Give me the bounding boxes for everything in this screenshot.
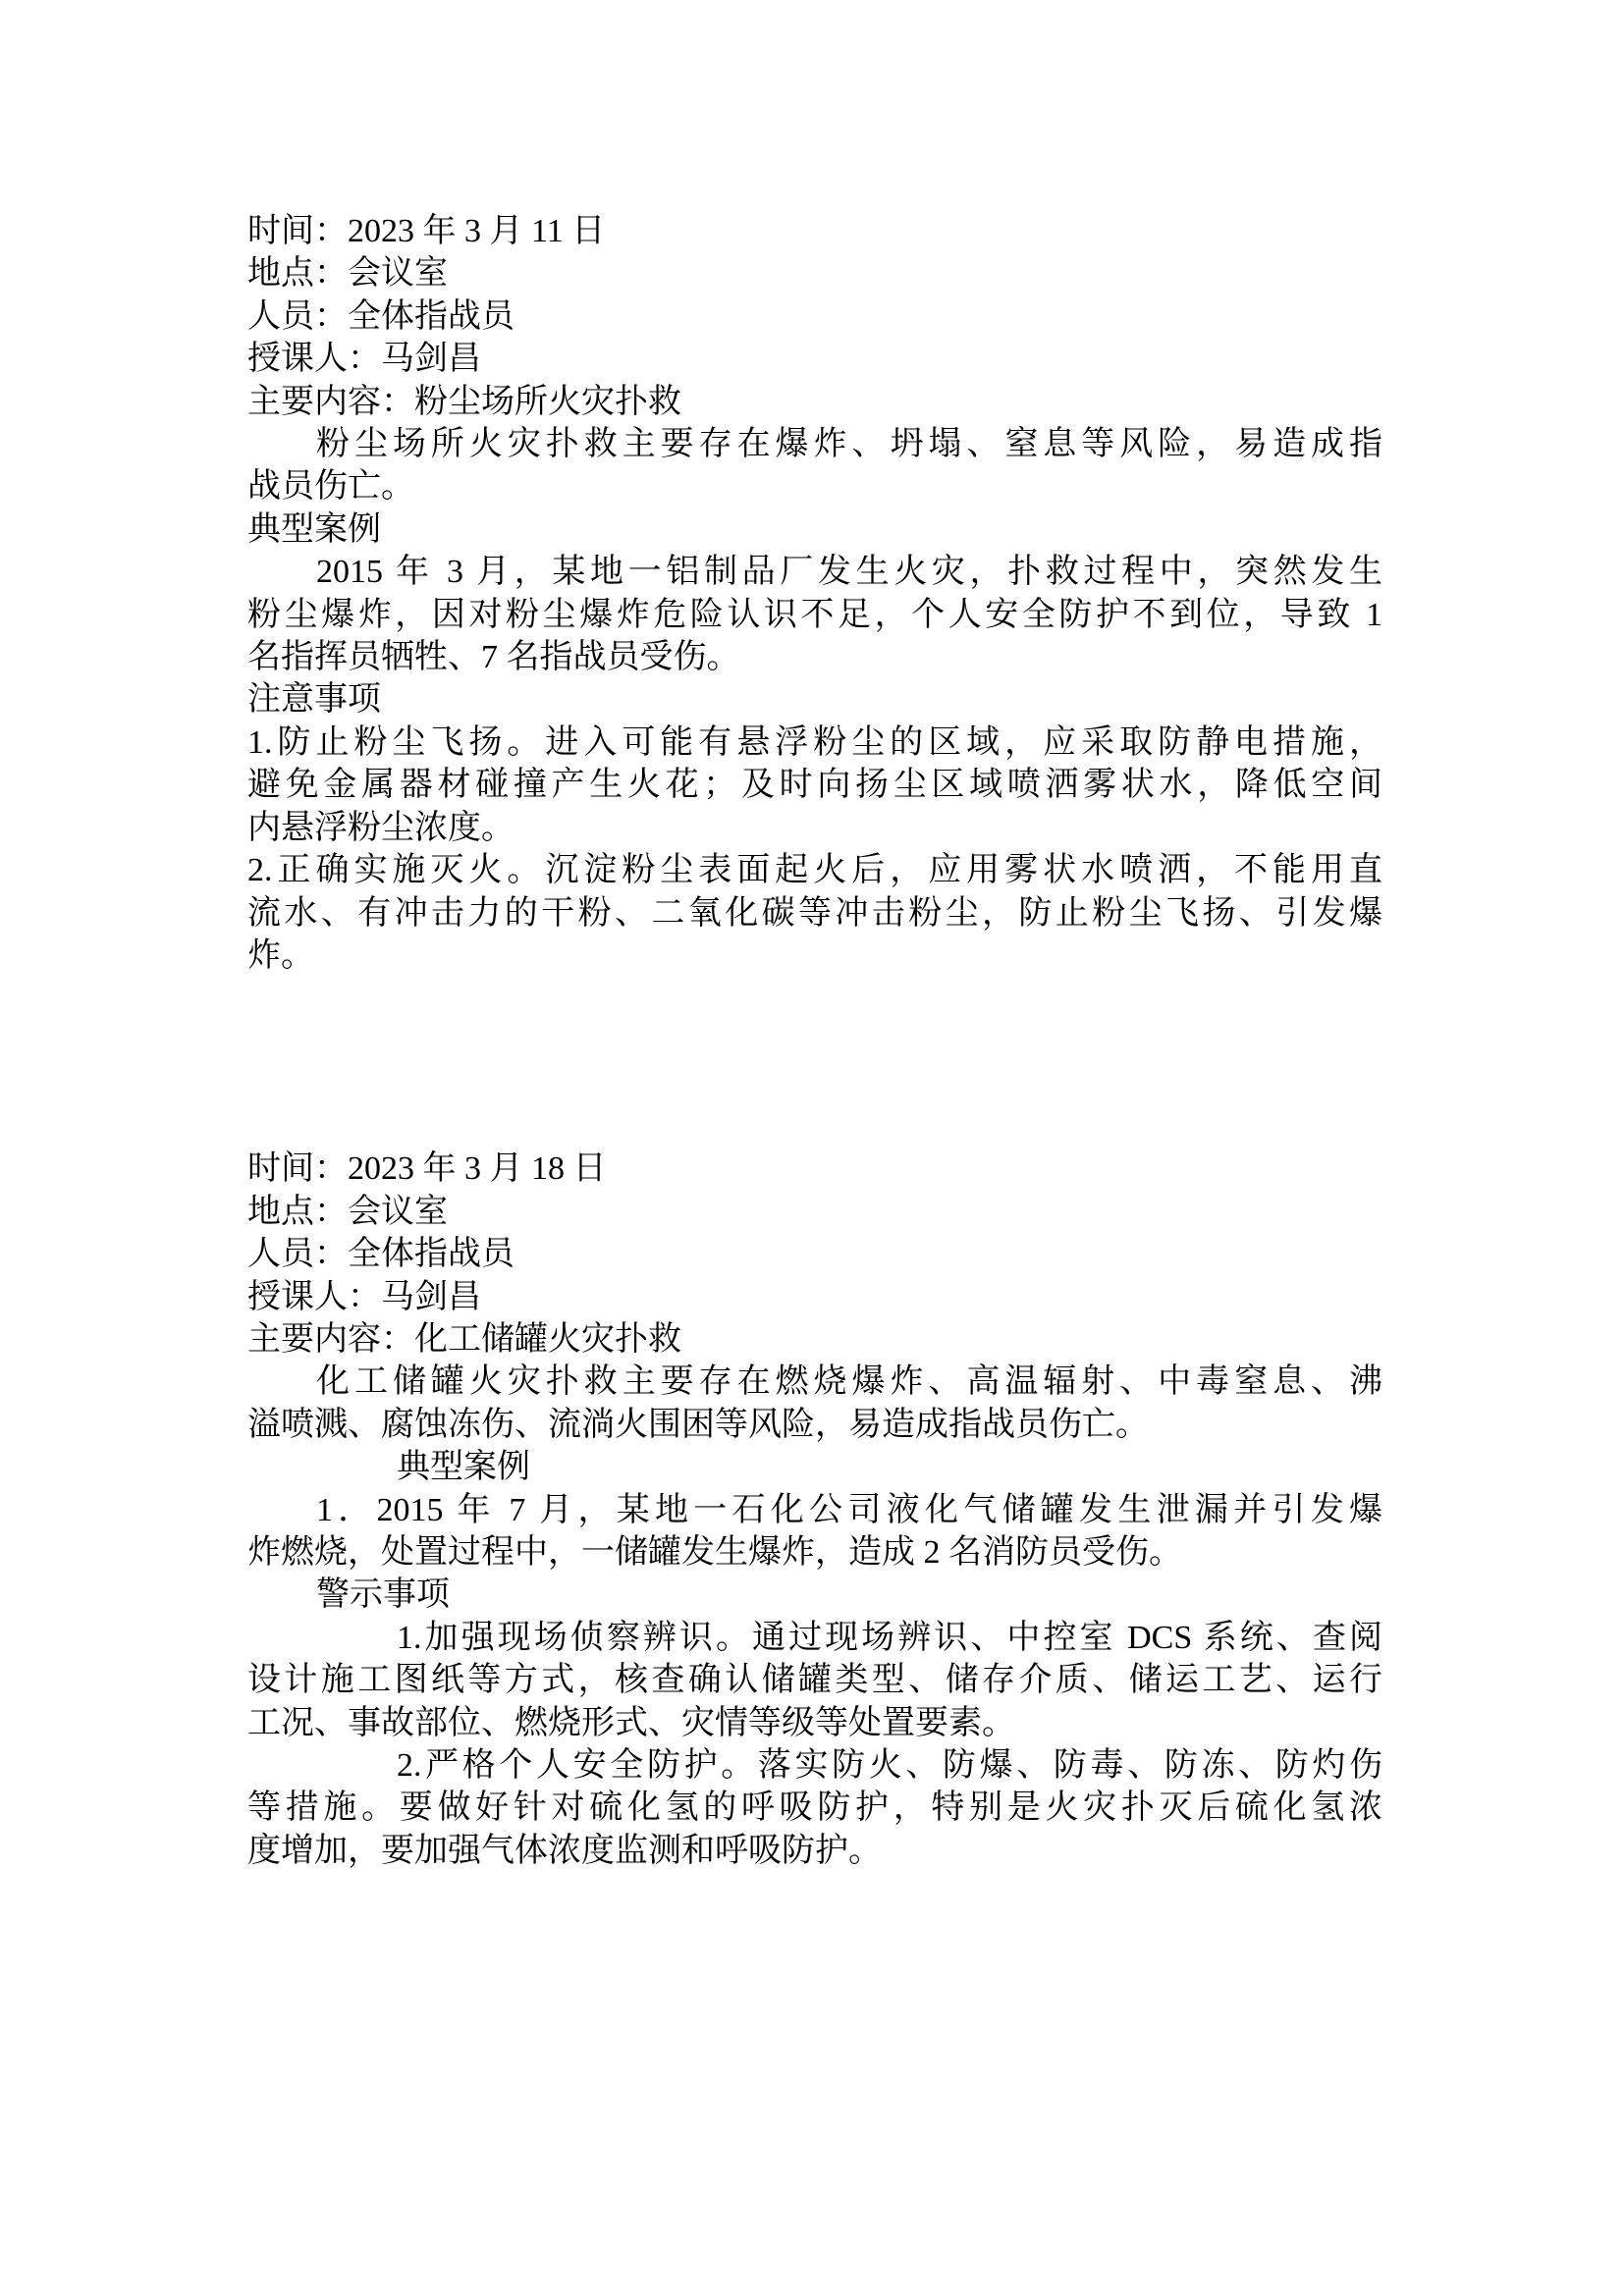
session-2: [247, 1148, 1382, 1872]
session2-intro-line: 溢喷溅、腐蚀冻伤、流淌火围困等风险，易造成指战员伤亡。: [247, 1406, 1149, 1443]
session1-case-line: 粉尘爆炸，因对粉尘爆炸危险认识不足，个人安全防护不到位，导致 1: [247, 596, 1382, 633]
session2-line-instructor: 授课人：马剑昌: [247, 1278, 481, 1315]
section-gap: [247, 977, 1382, 1148]
session1-line-location: 地点：会议室: [247, 255, 448, 293]
session1-case-line: 2015 年 3 月，某地一铝制品厂发生火灾，扑救过程中，突然发生: [316, 554, 1382, 591]
session2-warning2-line: 2.严格个人安全防护。落实防火、防爆、防毒、防冻、防灼伤: [397, 1747, 1382, 1784]
session1-note2-line: 流水、有冲击力的干粉、二氧化碳等冲击粉尘，防止粉尘飞扬、引发爆: [247, 894, 1382, 932]
session2-heading-warnings: 警示事项: [316, 1576, 450, 1614]
session1-intro-line: 粉尘场所火灾扑救主要存在爆炸、坍塌、窒息等风险，易造成指: [316, 426, 1382, 463]
session1-note1-line: 1.防止粉尘飞扬。进入可能有悬浮粉尘的区域，应采取防静电措施，: [247, 723, 1382, 761]
session1-line-topic: 主要内容：粉尘场所火灾扑救: [247, 383, 681, 420]
session2-warning2-line: 度增加，要加强气体浓度监测和呼吸防护。: [247, 1832, 882, 1869]
session1-note1-line: 避免金属器材碰撞产生火花；及时向扬尘区域喷洒雾状水，降低空间: [247, 767, 1382, 804]
session1-case-line: 名指挥员牺牲、7 名指战员受伤。: [247, 639, 740, 676]
session1-line-instructor: 授课人：马剑昌: [247, 341, 481, 378]
session1-note2-line: 炸。: [247, 936, 314, 974]
session1-heading-typical-case: 典型案例: [247, 510, 381, 548]
session1-line-personnel: 人员：全体指战员: [247, 297, 514, 335]
session2-warning1-line: 设计施工图纸等方式，核查确认储罐类型、储存介质、储运工艺、运行: [247, 1662, 1382, 1699]
session2-line-personnel: 人员：全体指战员: [247, 1236, 514, 1273]
session1-note2-line: 2.正确实施灭火。沉淀粉尘表面起火后，应用雾状水喷洒，不能用直: [247, 852, 1382, 889]
session1-note1-line: 内悬浮粉尘浓度。: [247, 809, 514, 846]
session2-warning1-line: 1.加强现场侦察辨识。通过现场辨识、中控室 DCS 系统、查阅: [397, 1619, 1382, 1656]
session1-intro-line: 战员伤亡。: [247, 468, 414, 506]
session2-heading-typical-case: 典型案例: [397, 1449, 530, 1486]
session2-warning2-line: 等措施。要做好针对硫化氢的呼吸防护，特别是火灾扑灭后硫化氢浓: [247, 1789, 1382, 1827]
session1-line-time: 时间：2023 年 3 月 11 日: [247, 213, 606, 249]
session2-case-line: 1．2015 年 7 月，某地一石化公司液化气储罐发生泄漏并引发爆: [316, 1491, 1382, 1528]
session2-line-location: 地点：会议室: [247, 1193, 448, 1230]
session2-line-time: 时间：2023 年 3 月 18 日: [247, 1150, 607, 1188]
session2-line-topic: 主要内容：化工储罐火灾扑救: [247, 1320, 681, 1358]
document-text-block: [247, 210, 1382, 1872]
session2-intro-line: 化工储罐火灾扑救主要存在燃烧爆炸、高温辐射、中毒窒息、沸: [316, 1363, 1382, 1401]
session-1: [247, 210, 1382, 977]
session2-case-line: 炸燃烧，处置过程中，一储罐发生爆炸，造成 2 名消防员受伤。: [247, 1533, 1182, 1571]
session1-heading-notes: 注意事项: [247, 681, 381, 719]
session2-warning1-line: 工况、事故部位、燃烧形式、灾情等级等处置要素。: [247, 1704, 1015, 1741]
